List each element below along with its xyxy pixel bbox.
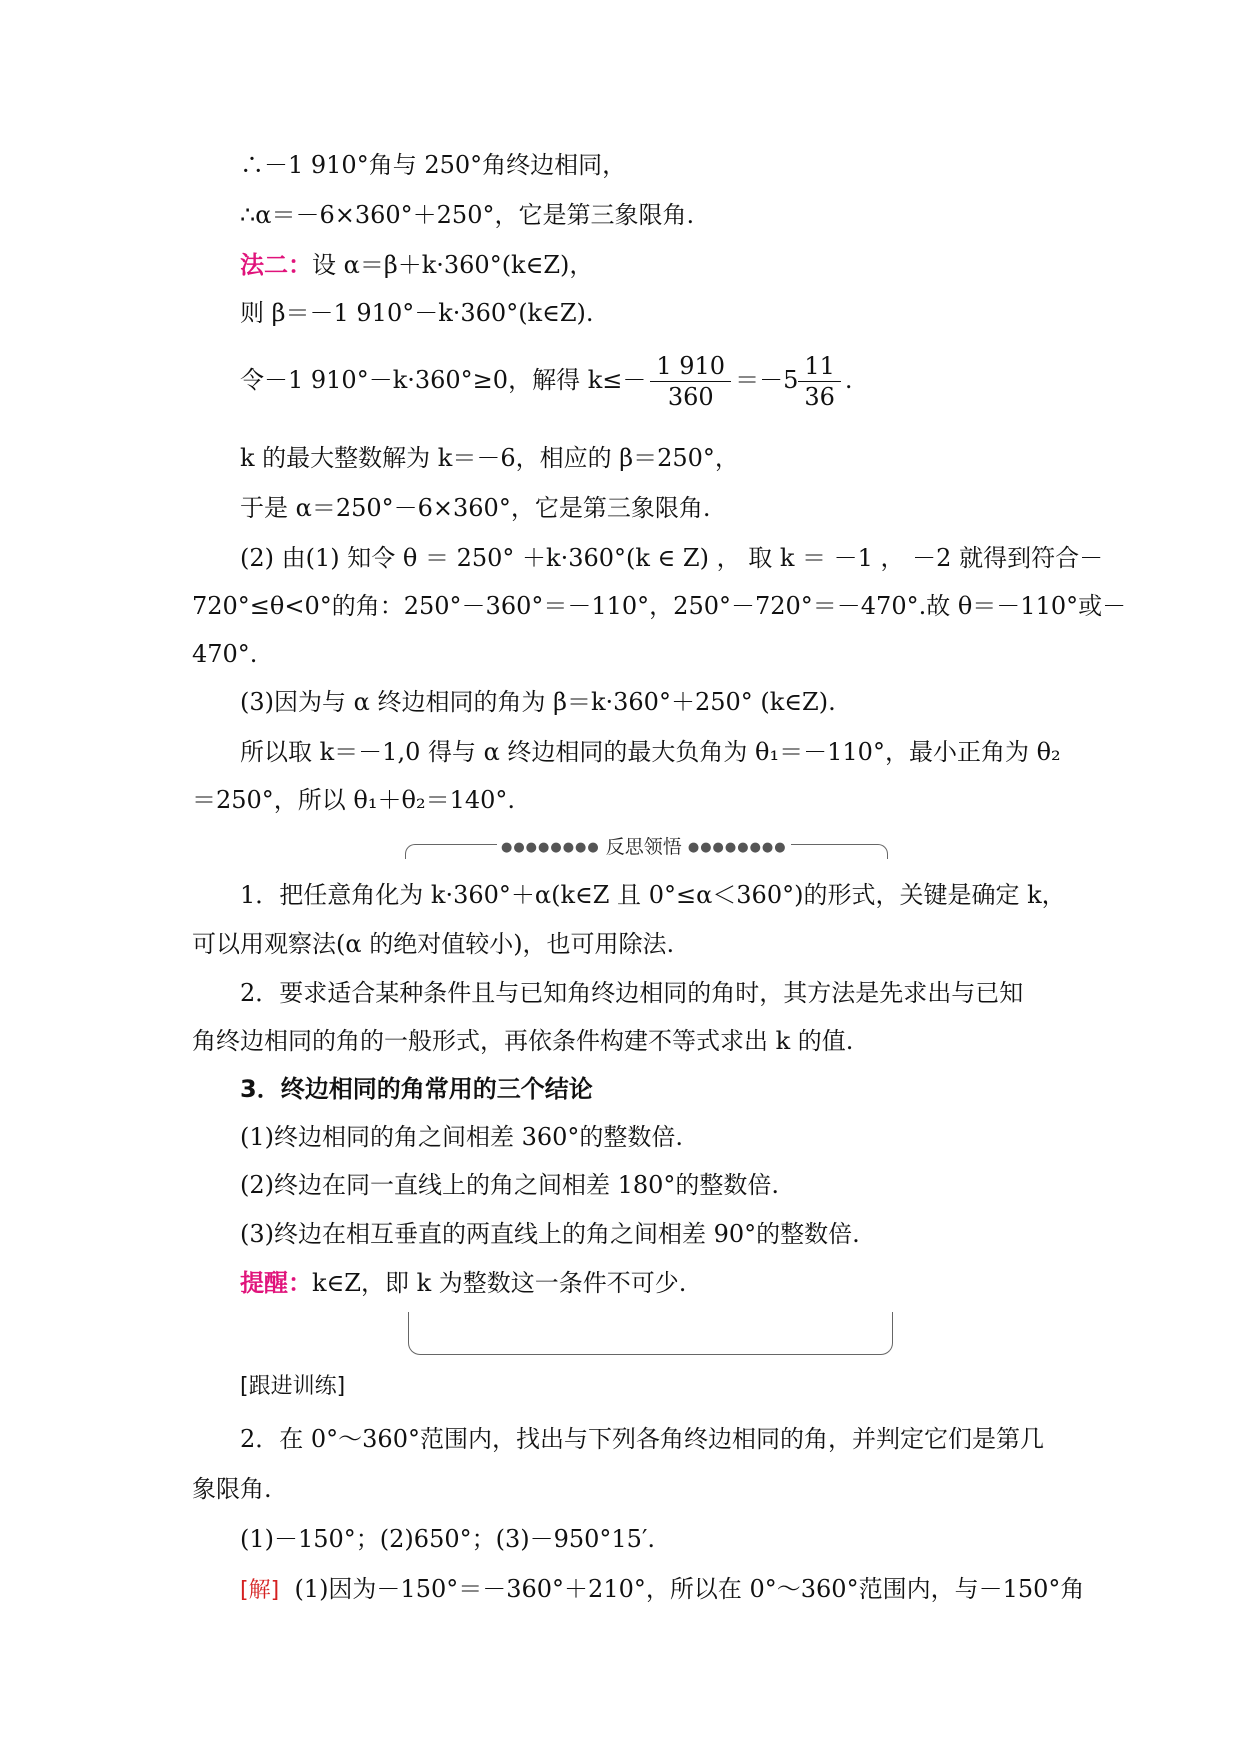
reflection-line: 2．要求适合某种条件且与已知角终边相同的角时，其方法是先求出与已知 [240,979,1024,1007]
tip-label: 提醒： [240,1269,312,1297]
solution-line: 则 β＝－1 910°－k·360°(k∈Z). [240,299,594,327]
solution-start-line [240,1574,1084,1606]
fraction-denominator: 360 [667,383,714,411]
exercise-items: (1)－150°；(2)650°；(3)－950°15′. [240,1525,656,1553]
solution-line: ＝250°，所以 θ₁＋θ₂＝140°. [192,786,516,814]
reflection-line: 可以用观察法(α 的绝对值较小)，也可用除法. [192,930,675,958]
solution-line: 所以取 k＝－1,0 得与 α 终边相同的最大负角为 θ₁＝－110°，最小正角为 θ₂ [240,738,1061,766]
inequality-mid: ＝－5 [735,366,799,394]
reflection-box-bottom [408,1312,893,1355]
solution-line: k 的最大整数解为 k＝－6，相应的 β＝250°， [240,444,739,472]
method-two-text: 设 α＝β＋k·360°(k∈Z)， [312,251,594,279]
conclusion-item: (2)终边在同一直线上的角之间相差 180°的整数倍. [240,1171,780,1199]
fraction-numerator: 1 910 [650,351,731,382]
solution-line: 470°. [192,640,258,668]
solution-line: 于是 α＝250°－6×360°，它是第三象限角. [240,494,711,522]
solution-line: ∴α＝－6×360°＋250°，它是第三象限角. [240,201,695,229]
exercise-line: 象限角. [192,1475,272,1503]
fraction-11-36 [798,351,841,412]
inequality-end: . [844,366,853,394]
solution-line: ∴－1 910°角与 250°角终边相同， [240,151,627,179]
solution-tag: [解] [240,1578,280,1603]
inequality-line [240,350,853,412]
reflection-title-text: 反思领悟 [605,836,682,858]
fraction-numerator: 11 [798,351,841,382]
conclusion-item: (1)终边相同的角之间相差 360°的整数倍. [240,1123,684,1151]
method-two-label: 法二： [240,251,312,279]
solution-line [240,250,593,280]
solution-text: (1)因为－150°＝－360°＋210°，所以在 0°～360°范围内，与－150°角 [294,1575,1085,1603]
follow-up-training-tag: [跟进训练] [240,1374,346,1399]
inequality-pre: 令－1 910°－k·360°≥0，解得 k≤－ [240,366,647,394]
solution-line: (3)因为与 α 终边相同的角为 β＝k·360°＋250° (k∈Z). [240,688,836,716]
solution-line: (2) 由(1) 知令 θ ＝ 250° ＋k·360°(k ∈ Z) ， 取 k ＝ －1 ， －2 就得到符合－ [240,544,1104,572]
reflection-line: 角终边相同的角的一般形式，再依条件构建不等式求出 k 的值. [192,1027,854,1055]
conclusion-item: (3)终边在相互垂直的两直线上的角之间相差 90°的整数倍. [240,1220,860,1248]
exercise-line: 2．在 0°～360°范围内，找出与下列各角终边相同的角，并判定它们是第几 [240,1425,1044,1453]
fraction-denominator: 36 [804,383,835,411]
tip-text: k∈Z，即 k 为整数这一条件不可少. [312,1269,687,1297]
fraction-1910-360 [650,351,731,412]
conclusions-heading: 3．终边相同的角常用的三个结论 [240,1075,593,1103]
solution-line: 720°≤θ<0°的角：250°－360°＝－110°，250°－720°＝－470°.故 θ＝－110°或－ [192,592,1127,620]
reflection-box-top [405,836,888,858]
tip-line [240,1268,686,1298]
reflection-line: 1．把任意角化为 k·360°＋α(k∈Z 且 0°≤α＜360°)的形式，关键是确定 k， [240,881,1066,909]
reflection-title: ●●●●●●●● 反思领悟 ●●●●●●●● [497,832,791,859]
